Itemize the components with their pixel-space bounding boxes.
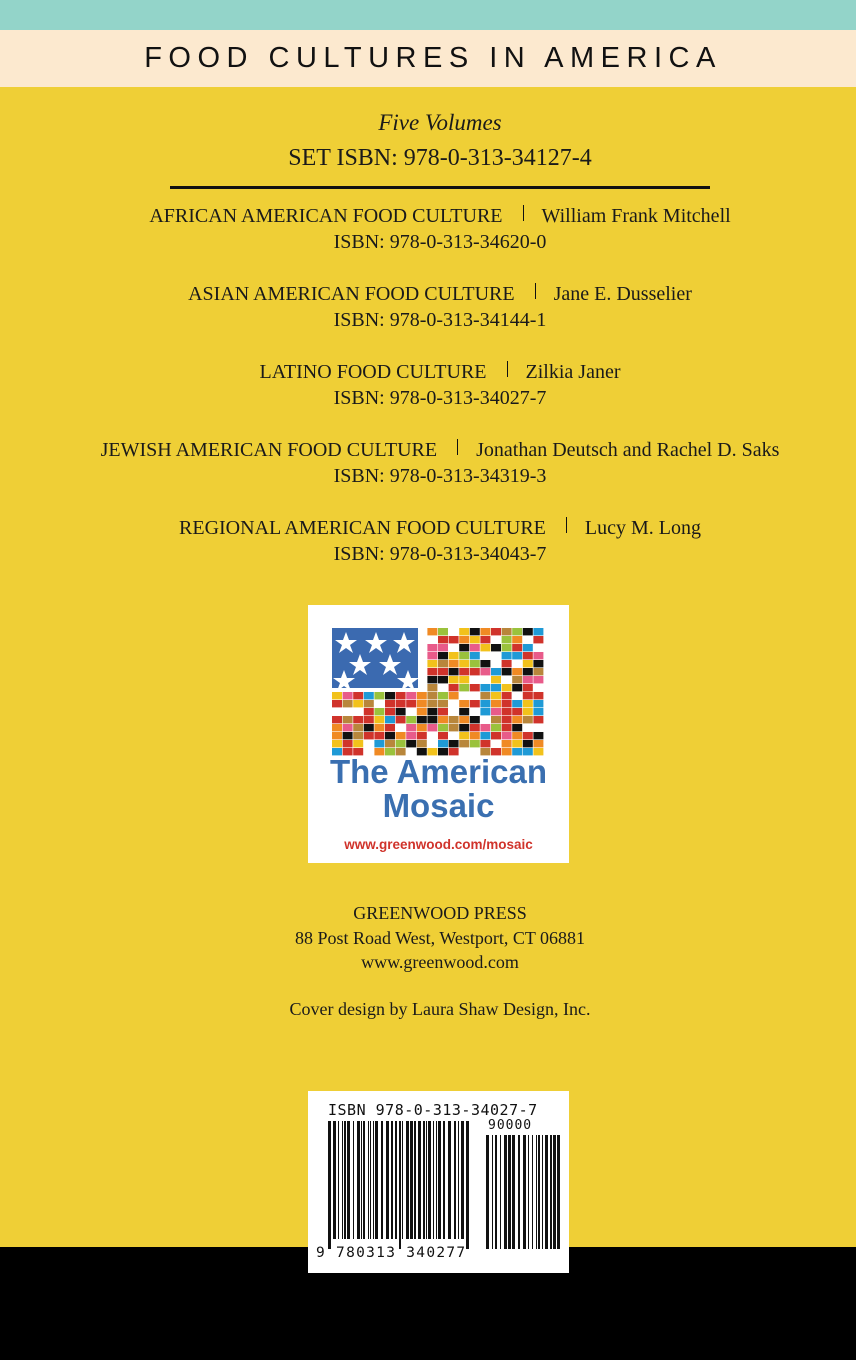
- book-author: William Frank Mitchell: [541, 205, 731, 227]
- separator-bar: [523, 205, 524, 221]
- divider-rule: [170, 186, 710, 189]
- book-title: ASIAN AMERICAN FOOD CULTURE: [188, 283, 515, 305]
- book-isbn: ISBN: 978-0-313-34319-3: [333, 465, 547, 487]
- volumes-subtitle: Five Volumes: [378, 110, 502, 135]
- cover-credit: Cover design by Laura Shaw Design, Inc.: [289, 999, 591, 1019]
- logo-url: www.greenwood.com/mosaic: [344, 837, 533, 852]
- publisher-website: www.greenwood.com: [361, 952, 519, 972]
- book-entry-latino: [0, 359, 856, 411]
- book-isbn: ISBN: 978-0-313-34620-0: [333, 231, 547, 253]
- logo-title: The American Mosaic: [329, 753, 547, 824]
- separator-bar: [507, 361, 508, 377]
- barcode-digits: 9 780313 340277: [316, 1245, 467, 1261]
- publisher-name: GREENWOOD PRESS: [353, 903, 527, 923]
- book-entry-african-american: [0, 203, 856, 255]
- separator-bar: [566, 517, 567, 533]
- book-author: Jonathan Deutsch and Rachel D. Saks: [476, 439, 780, 461]
- publisher-address: 88 Post Road West, Westport, CT 06881: [294, 928, 586, 948]
- book-title: REGIONAL AMERICAN FOOD CULTURE: [179, 517, 546, 539]
- book-isbn: ISBN: 978-0-313-34027-7: [333, 387, 547, 409]
- book-title: JEWISH AMERICAN FOOD CULTURE: [100, 439, 438, 461]
- set-isbn: SET ISBN: 978-0-313-34127-4: [288, 145, 592, 171]
- book-entry-jewish-american: [0, 437, 856, 489]
- isbn-barcode: [308, 1091, 569, 1273]
- series-title: FOOD CULTURES IN AMERICA: [144, 42, 722, 74]
- book-isbn: ISBN: 978-0-313-34043-7: [333, 543, 547, 565]
- top-color-band: [0, 0, 856, 30]
- book-entry-regional-american: [0, 515, 856, 567]
- book-isbn: ISBN: 978-0-313-34144-1: [333, 309, 547, 331]
- barcode-bars-icon: [328, 1121, 564, 1249]
- book-title: AFRICAN AMERICAN FOOD CULTURE: [149, 205, 503, 227]
- barcode-isbn-label: ISBN 978-0-313-34027-7: [328, 1101, 538, 1119]
- book-author: Zilkia Janer: [525, 361, 621, 383]
- book-title: LATINO FOOD CULTURE: [259, 361, 487, 383]
- book-entry-asian-american: [0, 281, 856, 333]
- american-mosaic-logo: [308, 605, 569, 863]
- separator-bar: [457, 439, 458, 455]
- book-author: Lucy M. Long: [584, 517, 701, 539]
- barcode-price-code: 90000: [488, 1118, 533, 1133]
- mosaic-flag-icon: [332, 628, 544, 756]
- separator-bar: [535, 283, 536, 299]
- book-author: Jane E. Dusselier: [553, 283, 692, 305]
- series-title-band: [0, 30, 856, 87]
